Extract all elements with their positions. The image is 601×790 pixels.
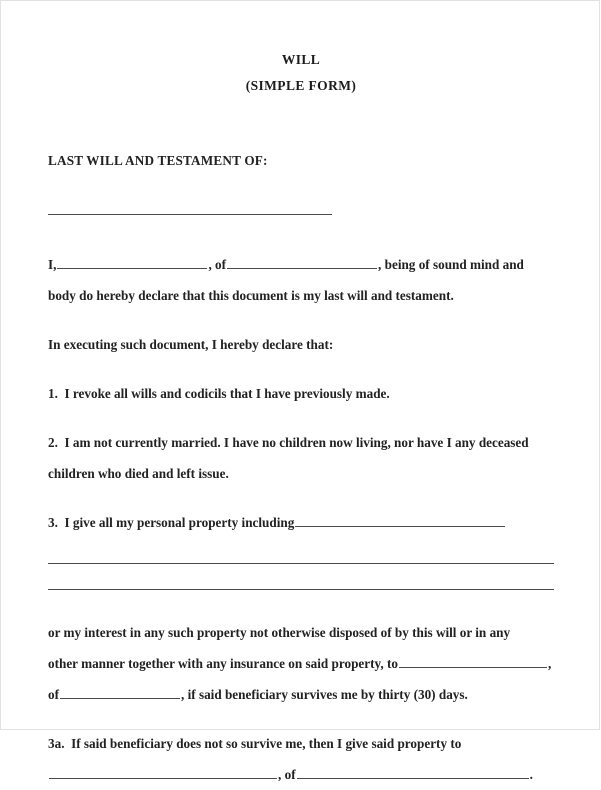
declaration-line-1 [48,249,554,280]
clause-3-continuation [48,617,554,710]
spacer [48,409,554,427]
beneficiary-name-field[interactable] [399,654,547,668]
declaration-connector-of: , of [208,257,227,272]
spacer [48,489,554,507]
clause-3-continuation-line-2 [48,648,554,679]
testament-of-heading: LAST WILL AND TESTAMENT OF: [48,153,268,168]
spacer [48,710,554,728]
declaration-lead-in: I, [48,257,57,272]
spacer [48,590,554,617]
clause-3-of-label: of [48,687,59,702]
beneficiary-address-field[interactable] [60,685,180,699]
clause-3a-connector: , of [278,767,296,782]
document-title-line-2: (SIMPLE FORM) [245,78,357,93]
clause-1-number: 1. [48,386,58,401]
clause-3a-terminator: . [529,767,533,782]
clause-3a [48,728,554,790]
clause-1 [48,378,554,409]
alternate-beneficiary-address-field[interactable] [297,765,529,779]
clause-3-continuation-line-3 [48,679,554,710]
spacer [48,215,554,249]
alternate-beneficiary-name-field[interactable] [49,765,277,779]
clause-3a-text: If said beneficiary does not so survive me, then I give said property to [71,736,462,751]
clause-2-line-1 [48,427,554,458]
clause-3a-line-1 [48,728,554,759]
personal-property-field-line-1[interactable] [295,513,505,527]
clause-3a-number: 3a. [48,736,65,751]
clause-3-continuation-line-1: or my interest in any such property not otherwise disposed of by this will or in any [48,625,511,640]
declaration-line-2: body do hereby declare that this document is my last will and testament. [48,288,454,303]
declaration-after-place: , being of sound mind and [378,257,524,272]
spacer [48,311,554,329]
testator-name-field[interactable] [57,255,207,269]
clause-2-number: 2. [48,435,58,450]
clause-3 [48,507,554,590]
clause-3-line-1 [48,507,554,538]
testator-address-field[interactable] [227,255,377,269]
declaration-paragraph [48,249,554,311]
clause-3-number: 3. [48,515,58,530]
clause-2-text-line-1: I am not currently married. I have no children now living, nor have I any deceased [64,435,529,450]
clause-1-text: I revoke all wills and codicils that I have previously made. [64,386,390,401]
clause-3-lead-text: I give all my personal property including [64,515,295,530]
document-title-block [48,47,554,99]
clause-3-beneficiary-lead: other manner together with any insurance on said property, to [48,656,398,671]
will-document [1,1,601,782]
clause-3-beneficiary-comma: , [547,656,552,671]
document-title-line-1: WILL [281,52,321,67]
document-body [48,145,554,790]
clause-2-line-2: children who died and left issue. [48,466,229,481]
executing-line: In executing such document, I hereby declare that: [48,337,334,352]
clause-3a-line-2 [48,759,554,790]
clause-2 [48,427,554,489]
spacer [48,360,554,378]
clause-3-survivorship-text: , if said beneficiary survives me by thirty (30) days. [181,687,468,702]
personal-property-field-line-2[interactable] [48,563,554,564]
